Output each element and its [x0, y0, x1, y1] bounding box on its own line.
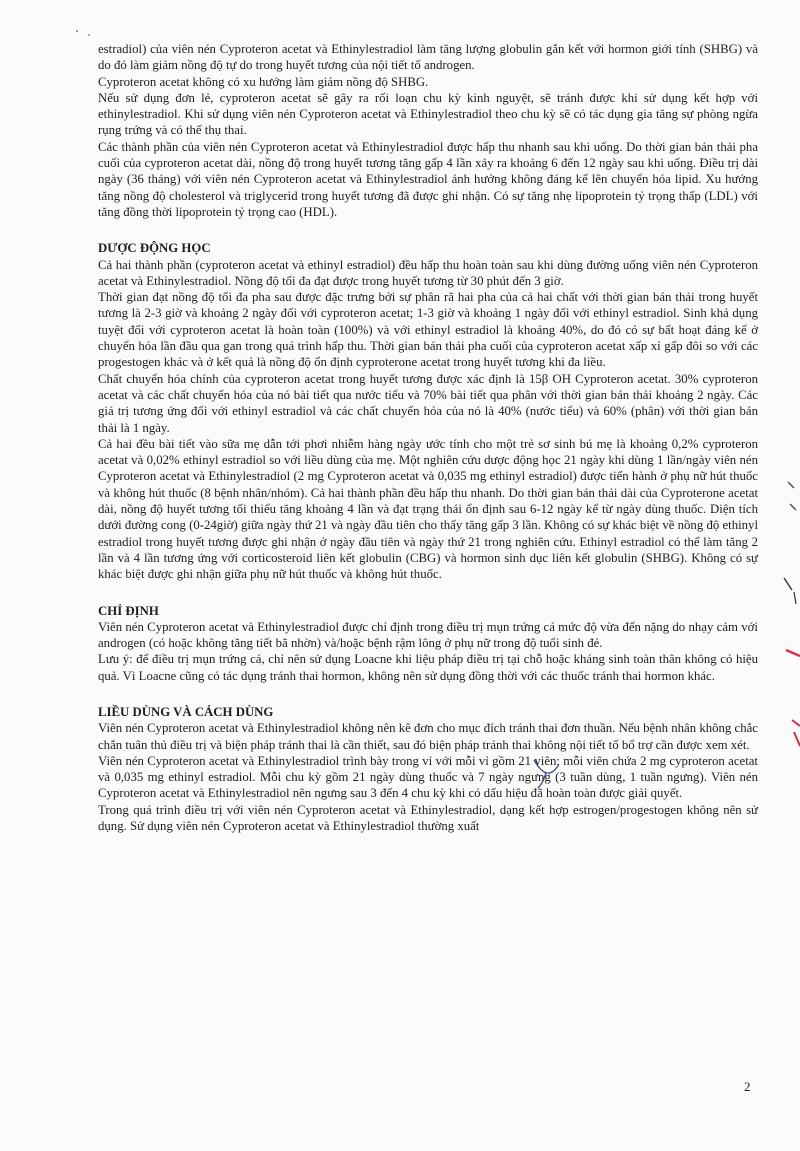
indications-paragraph-2: Lưu ý: để điều trị mụn trứng cá, chỉ nên sử dụng Loacne khi liệu pháp điều trị tại chỗ hoặc kháng sinh toàn thân không có hiệu quả. Vì Loacne cũng có tác dụng tránh thai hormon, không nên sử dụng đồng thời với các thuốc tránh thai hormon khác. [98, 652, 758, 683]
scan-speck [76, 30, 78, 32]
dosage-paragraph-1: Viên nén Cyproteron acetat và Ethinylestradiol không nên kê đơn cho mục đích tránh thai đơn thuần. Nếu bệnh nhân không chắc chắn tuân thủ điều trị và biện pháp tránh thai là cần thiết, sau đó biện pháp tránh thai không nội tiết tố bổ trợ cần được xem xét. [98, 721, 758, 752]
pharmacokinetics-paragraph-4: Cả hai đều bài tiết vào sữa mẹ dẫn tới phơi nhiễm hàng ngày ước tính cho một trẻ sơ sinh bú mẹ là khoảng 0,2% cyproteron acetat và 0,02% ethinyl estradiol so với liều dùng của mẹ. Một nghiên cứu dược động học 21 ngày khi dùng 1 lần/ngày viên nén Cyproteron acetat và Ethinylestradiol (2 mg Cyproteron acetat và 0,035 mg ethinyl estradiol) được tiến hành ở phụ nữ hút thuốc và không hút thuốc (8 bệnh nhân/nhóm). Cả hai thành phần đều hấp thu nhanh. Do thời gian bán thải dài của Cyproterone acetat dài, nồng độ huyết tương tối thiểu tăng khoảng 4 lần và đạt trạng thái ổn định sau 6-12 ngày kể từ ngày dùng thuốc. Diện tích dưới đường cong (0-24giờ) giữa ngày thứ 21 và ngày đầu tiên cho thấy tăng gấp 3 lần. Không có sự khác biệt về nồng độ ethinyl estradiol trong huyết tương được ghi nhận ở ngày đầu tiên và ngày thứ 21 trong nghiên cứu. Ethinyl estradiol có thể làm tăng 2 lần và 4 lần tương ứng với corticosteroid liên kết globulin (CBG) và hormon sinh dục liên kết globulin (SHBG). Không có sự khác biệt được ghi nhận giữa phụ nữ hút thuốc và không hút thuốc. [98, 436, 758, 582]
dosage-paragraph-3: Trong quá trình điều trị với viên nén Cyproteron acetat và Ethinylestradiol, dạng kết hợp estrogen/progestogen không nên sử dụng. Sử dụng viên nén Cyproteron acetat và Ethinylestradiol thường xuất [98, 802, 758, 834]
section-heading-indications: CHỈ ĐỊNH [98, 603, 159, 618]
handwritten-initial-mark [528, 752, 568, 792]
intro-paragraph-1: estradiol) của viên nén Cyproteron acetat và Ethinylestradiol làm tăng lượng globulin gắn kết với hormon giới tính (SHBG) và do đó làm giảm nồng độ tự do trong huyết tương của nội tiết tố androgen. [98, 42, 758, 73]
pharmacokinetics-paragraph-3: Chất chuyển hóa chính của cyproteron acetat trong huyết tương được xác định là 15β OH Cyproteron acetat. 30% cyproteron acetat và các chất chuyển hóa của nó bài tiết qua nước tiểu và 70% bài tiết qua phân với thời gian bán thải khoảng 2 ngày. Các giá trị tương ứng đối với ethinyl estradiol và các chất chuyển hóa của nó là 40% (nước tiểu) và 60% (phân) với thời gian bán thải là 1 ngày. [98, 371, 758, 435]
margin-pen-marks [770, 470, 800, 770]
intro-paragraph-3: Nếu sử dụng đơn lẻ, cyproteron acetat sẽ gây ra rối loạn chu kỳ kinh nguyệt, sẽ tránh được khi sử dụng kết hợp với ethinylestradiol. Khi sử dụng viên nén Cyproteron acetat và Ethinylestradiol theo chu kỳ sẽ có tác dụng gia tăng sự phòng ngừa rụng trứng và có thể thụ thai. [98, 90, 758, 138]
section-heading-pharmacokinetics: DƯỢC ĐỘNG HỌC [98, 241, 211, 256]
pharmacokinetics-paragraph-2: Thời gian đạt nồng độ tối đa pha sau được đặc trưng bởi sự phân rã hai pha của cả hai chất với thời gian bán thải trong huyết tương là 2-3 giờ và khoảng 2 ngày đối với cyproteron acetat; 1-3 giờ và khoảng 1 ngày đối với ethinyl estradiol. Sinh khả dụng tuyệt đối với cyproteron acetat là hoàn toàn (100%) và với ethinyl estradiol là khoảng 40%, do đó có sự bất hoạt đáng kể ở chuyển hóa lần đầu qua gan trong quá trình hấp thu. Thời gian bán thải pha cuối của cyproteron acetat xấp xỉ gấp đôi so với các progestogen khác và ở kết quả là nồng độ ổn định cyproterone acetat trong huyết tương khi đa liều. [98, 290, 758, 370]
scan-speck [88, 34, 90, 36]
dosage-paragraph-2: Viên nén Cyproteron acetat và Ethinylestradiol trình bày trong vỉ với mỗi vỉ gồm 21 viên; mỗi viên chứa 2 mg cyproteron acetat và 0,035 mg ethinyl estradiol. Mỗi chu kỳ gồm 21 ngày dùng thuốc và 7 ngày ngưng (3 tuần dùng, 1 tuần ngưng). Viên nén Cyproteron acetat và Ethinylestradiol nên ngưng sau 3 đến 4 chu kỳ khi có dấu hiệu đã hoàn toàn được giải quyết. [98, 753, 758, 801]
section-heading-dosage: LIỀU DÙNG VÀ CÁCH DÙNG [98, 704, 274, 719]
intro-paragraph-2: Cyproteron acetat không có xu hướng làm giảm nồng độ SHBG. [98, 74, 429, 89]
indications-paragraph-1: Viên nén Cyproteron acetat và Ethinylestradiol được chỉ định trong điều trị mụn trứng cá mức độ vừa đến nặng do nhạy cảm với androgen (có hoặc không tăng tiết bã nhờn) và/hoặc bệnh rậm lông ở phụ nữ trong độ tuổi sinh đẻ. [98, 619, 758, 651]
pharmacokinetics-paragraph-1: Cả hai thành phần (cyproteron acetat và ethinyl estradiol) đều hấp thu hoàn toàn sau khi dùng đường uống viên nén Cyproteron acetat và Ethinylestradiol. Nồng độ tối đa đạt được trong huyết tương từ 30 phút đến 3 giờ. [98, 257, 758, 288]
document-body [98, 41, 758, 834]
page-number: 2 [744, 1079, 751, 1094]
intro-paragraph-4: Các thành phần của viên nén Cyproteron acetat và Ethinylestradiol được hấp thu nhanh sau khi uống. Do thời gian bán thải pha cuối của cyproteron acetat dài, nồng độ trong huyết tương tăng gấp 4 lần xảy ra khoảng 6 đến 12 ngày sau khi uống. Điều trị dài ngày (36 tháng) với viên nén Cyproteron acetat và Ethinylestradiol ảnh hưởng không đáng kể lên chuyển hóa lipid. Xu hướng tăng nồng độ cholesterol và triglycerid trong huyết tương đã được ghi nhận. Có sự tăng nhẹ lipoprotein tỷ trọng thấp (LDL) với tăng đồng thời lipoprotein tỷ trọng cao (HDL). [98, 139, 758, 219]
